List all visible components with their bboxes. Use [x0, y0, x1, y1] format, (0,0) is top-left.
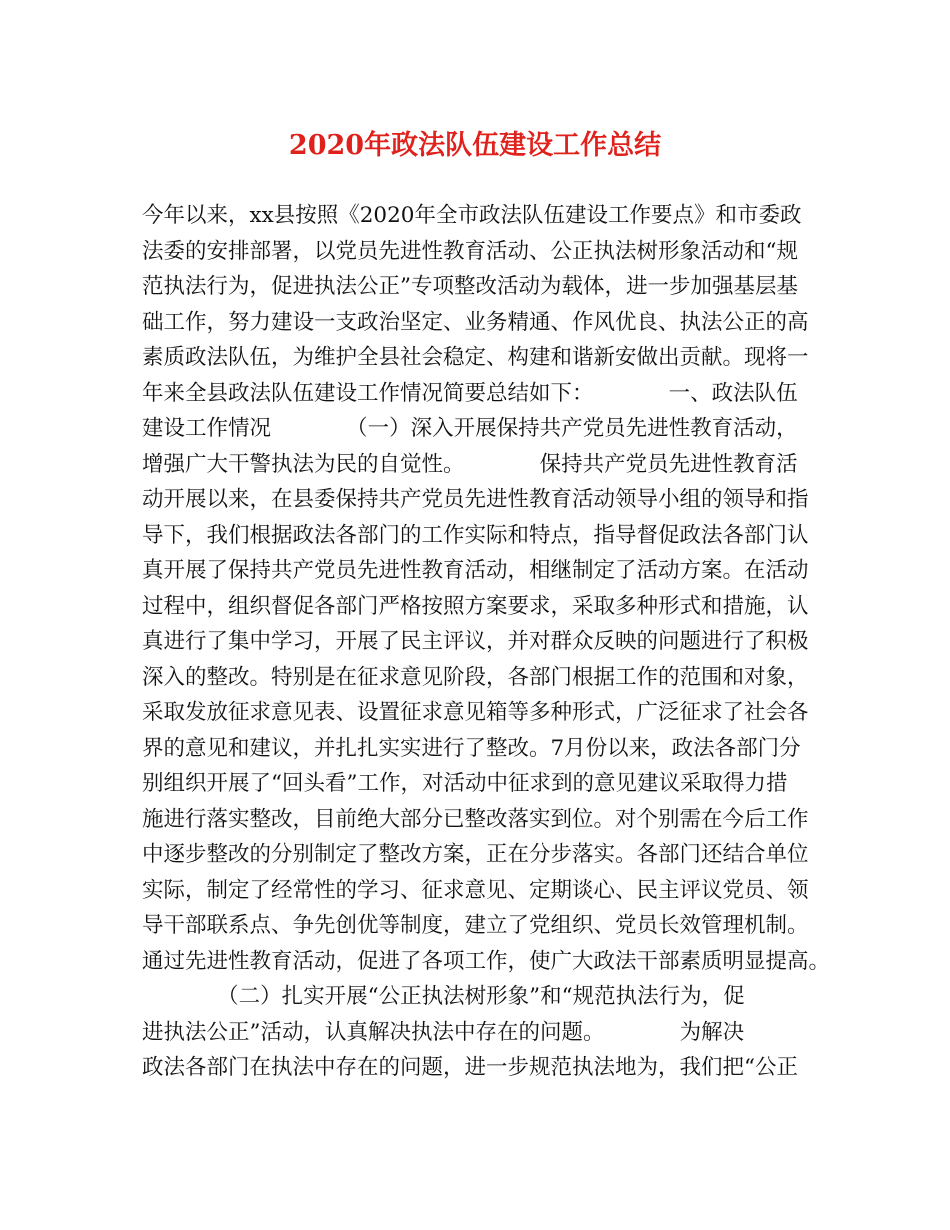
body-line: 今年以来，xx县按照《2020年全市政法队伍建设工作要点》和市委政	[142, 203, 802, 228]
body-line: 真开展了保持共产党员先进性教育活动，相继制定了活动方案。在活动	[142, 558, 809, 583]
body-line: 增强广大干警执法为民的自觉性。 保持共产党员先进性教育活	[142, 451, 798, 477]
body-line: 别组织开展了“回头看”工作，对活动中征求到的意见建议采取得力措	[142, 771, 788, 796]
body-line: 法委的安排部署，以党员先进性教育活动、公正执法树形象活动和“规	[142, 238, 798, 264]
body-line: 素质政法队伍，为维护全县社会稳定、构建和谐新安做出贡献。现将一	[142, 345, 809, 370]
body-line: 年来全县政法队伍建设工作情况简要总结如下： 一、政法队伍	[142, 380, 798, 406]
body-line: 建设工作情况 （一）深入开展保持共产党员先进性教育活动，	[142, 416, 798, 441]
body-line: 实际，制定了经常性的学习、征求意见、定期谈心、民主评议党员、领	[142, 877, 809, 903]
body-line: 界的意见和建议，并扎扎实实进行了整改。7月份以来，政法各部门分	[142, 735, 801, 761]
body-line: 过程中，组织督促各部门严格按照方案要求，采取多种形式和措施，认	[142, 593, 809, 619]
body-line: 中逐步整改的分别制定了整改方案，正在分步落实。各部门还结合单位	[142, 842, 809, 867]
body-line: （二）扎实开展“公正执法树形象”和“规范执法行为，促	[142, 984, 745, 1009]
body-line: 导干部联系点、争先创优等制度，建立了党组织、党员长效管理机制。	[142, 913, 809, 938]
body-line: 采取发放征求意见表、设置征求意见箱等多种形式，广泛征求了社会各	[142, 700, 809, 725]
body-line: 进执法公正”活动，认真解决执法中存在的问题。 为解决	[142, 1019, 745, 1045]
body-line: 通过先进性教育活动，促进了各项工作，使广大政法干部素质明显提高。	[142, 948, 831, 974]
body-line: 导下，我们根据政法各部门的工作实际和特点，指导督促政法各部门认	[142, 522, 809, 548]
body-line: 础工作，努力建设一支政治坚定、业务精通、作风优良、执法公正的高	[142, 309, 809, 335]
body-line: 动开展以来，在县委保持共产党员先进性教育活动领导小组的领导和指	[142, 487, 809, 512]
document-title: 2020年政法队伍建设工作总结	[288, 130, 662, 161]
document-body	[142, 198, 832, 1086]
body-line: 政法各部门在执法中存在的问题，进一步规范执法地为，我们把“公正	[142, 1055, 798, 1080]
body-line: 深入的整改。特别是在征求意见阶段，各部门根据工作的范围和对象，	[142, 664, 809, 690]
body-line: 范执法行为，促进执法公正”专项整改活动为载体，进一步加强基层基	[142, 274, 798, 299]
body-line: 施进行落实整改，目前绝大部分已整改落实到位。对个别需在今后工作	[142, 806, 809, 832]
body-line: 真进行了集中学习，开展了民主评议，并对群众反映的问题进行了积极	[142, 629, 809, 654]
